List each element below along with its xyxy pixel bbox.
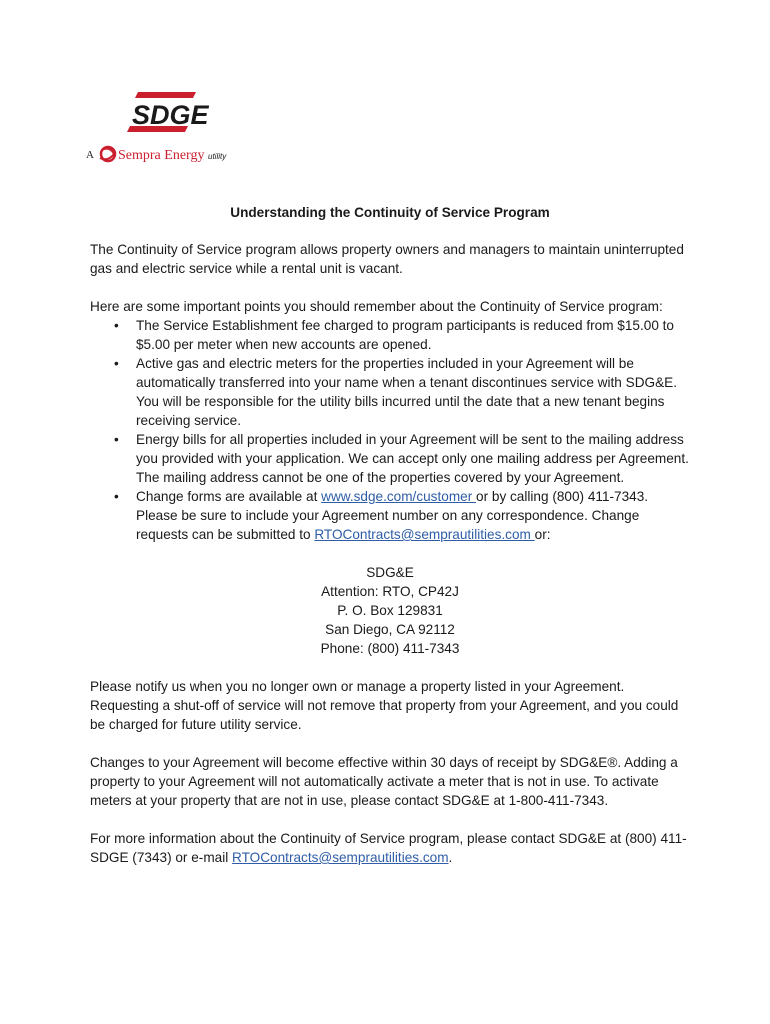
bullet-icon: • (114, 489, 119, 504)
intro-paragraph: The Continuity of Service program allows property owners and managers to maintain uninterrupted gas and electric service while a rental unit is vacant. (90, 242, 684, 276)
list-item (90, 354, 690, 430)
address-line: Attention: RTO, CP42J (321, 584, 459, 599)
list-item-text: or by calling (800) 411-7343. Please be sure to include your Agreement number on any correspondence. Change requests can be submitted to (136, 489, 649, 542)
logo-tagline-company: Sempra Energy (118, 148, 205, 163)
sdge-logo (86, 88, 256, 170)
list-item-text: Change forms are available at (136, 489, 322, 504)
list-item (90, 430, 690, 487)
rto-email-link[interactable]: RTOContracts@semprautilities.com (314, 527, 535, 542)
bullet-icon: • (114, 356, 119, 371)
closing-paragraph (90, 829, 690, 867)
document-body (90, 203, 690, 867)
closing-text: For more information about the Continuity of Service program, please contact SDG&E at (800) 411-SDGE (7343) or e-mail (90, 831, 687, 865)
sdge-logo-graphic (86, 88, 256, 170)
bullet-icon: • (114, 318, 119, 333)
logo-tagline-suffix: utility (208, 152, 227, 161)
list-item-text: The Service Establishment fee charged to program participants is reduced from $15.00 to $5.00 per meter when new accounts are opened. (136, 318, 674, 352)
list-item-text: or: (534, 527, 551, 542)
address-line: P. O. Box 129831 (337, 603, 443, 618)
address-line: San Diego, CA 92112 (325, 622, 455, 637)
points-list (90, 316, 690, 544)
points-intro: Here are some important points you should remember about the Continuity of Service program: (90, 299, 663, 314)
address-phone: Phone: (800) 411-7343 (320, 641, 460, 656)
logo-brand-text: SDGE (132, 100, 209, 130)
closing-period: . (448, 850, 453, 865)
bullet-icon: • (114, 432, 119, 447)
list-item-text: Active gas and electric meters for the properties included in your Agreement will be automatically transferred into your name when a tenant discontinues service with SDG&E. You will be responsible for the utility bills incurred until the date that a new tenant begins receiving service. (136, 356, 677, 428)
closing-email-link[interactable]: RTOContracts@semprautilities.com (232, 850, 449, 865)
list-item-text: Energy bills for all properties included in your Agreement will be sent to the mailing address you provided with your application. We can accept only one mailing address per Agreement. The mailing address cannot be one of the properties covered by your Agreement. (136, 432, 689, 485)
customer-website-link[interactable]: www.sdge.com/customer (321, 489, 477, 504)
changes-paragraph: Changes to your Agreement will become effective within 30 days of receipt by SDG&E®. Adding a property to your Agreement will not automatically activate a meter that is not in use. To activate meters at your property that are not in use, please contact SDG&E at 1-800-411-7343. (90, 755, 678, 808)
list-item (90, 487, 690, 544)
notify-paragraph: Please notify us when you no longer own or manage a property listed in your Agreement. Requesting a shut-off of service will not remove that property from your Agreement, and you could be charged for future utility service. (90, 679, 679, 732)
logo-bar-top (135, 92, 196, 98)
address-line: SDG&E (366, 565, 414, 580)
logo-tagline-prefix: A (86, 149, 94, 161)
mailing-address (90, 563, 690, 658)
document-title: Understanding the Continuity of Service Program (230, 205, 550, 220)
list-item (90, 316, 690, 354)
